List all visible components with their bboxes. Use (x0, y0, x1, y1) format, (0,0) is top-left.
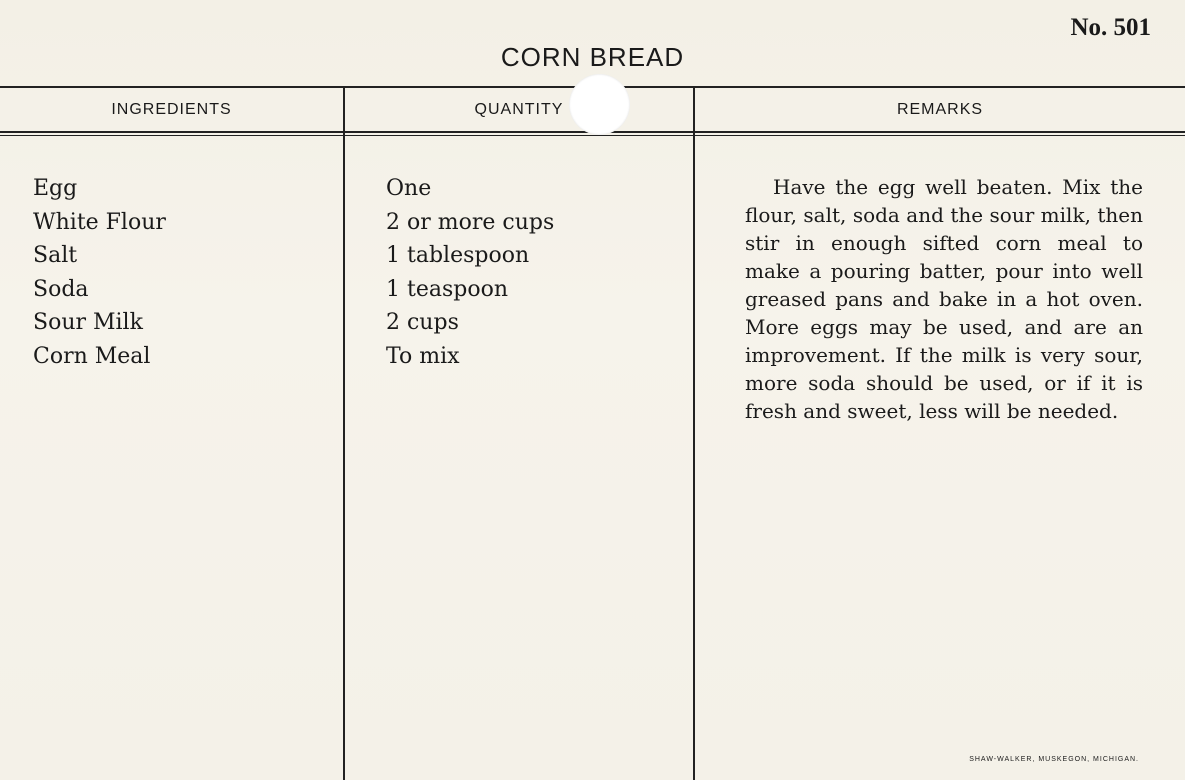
ingredient-item: Sour Milk (33, 310, 143, 336)
ingredient-item: Soda (33, 276, 89, 302)
card-number: No. 501 (1070, 14, 1151, 41)
column-divider-1 (343, 86, 345, 780)
remarks-text: Have the egg well beaten. Mix the flour, salt, soda and the sour milk, then stir in enough sifted corn meal to make a pouring batter, pour into well greased pans and bake in a hot oven. More eggs may be used, and are an improvement. If the milk is very sour, more soda should be used, or if it is fresh and sweet, less will be needed. (745, 175, 1143, 423)
ingredient-item: White Flour (33, 209, 166, 235)
recipe-title: CORN BREAD (500, 42, 685, 72)
quantities-list (386, 172, 554, 374)
quantity-item: 1 tablespoon (386, 243, 530, 269)
quantity-item: One (386, 176, 432, 201)
column-header-quantity: QUANTITY (474, 101, 564, 118)
quantity-item: 2 or more cups (386, 209, 555, 235)
quantity-item: To mix (386, 343, 460, 369)
ingredient-item: Salt (33, 243, 78, 269)
ingredient-item: Corn Meal (33, 343, 151, 369)
header-bottom-rule-thin (0, 135, 1185, 136)
ingredient-item: Egg (33, 176, 78, 201)
column-header-remarks: REMARKS (896, 101, 984, 118)
ingredients-list (33, 172, 166, 374)
punch-hole (569, 74, 630, 135)
column-divider-2 (693, 86, 695, 780)
column-header-ingredients: INGREDIENTS (111, 101, 232, 118)
quantity-item: 2 cups (386, 310, 459, 336)
printer-imprint: SHAW-WALKER, MUSKEGON, MICHIGAN. (969, 756, 1139, 763)
quantity-item: 1 teaspoon (386, 276, 508, 302)
